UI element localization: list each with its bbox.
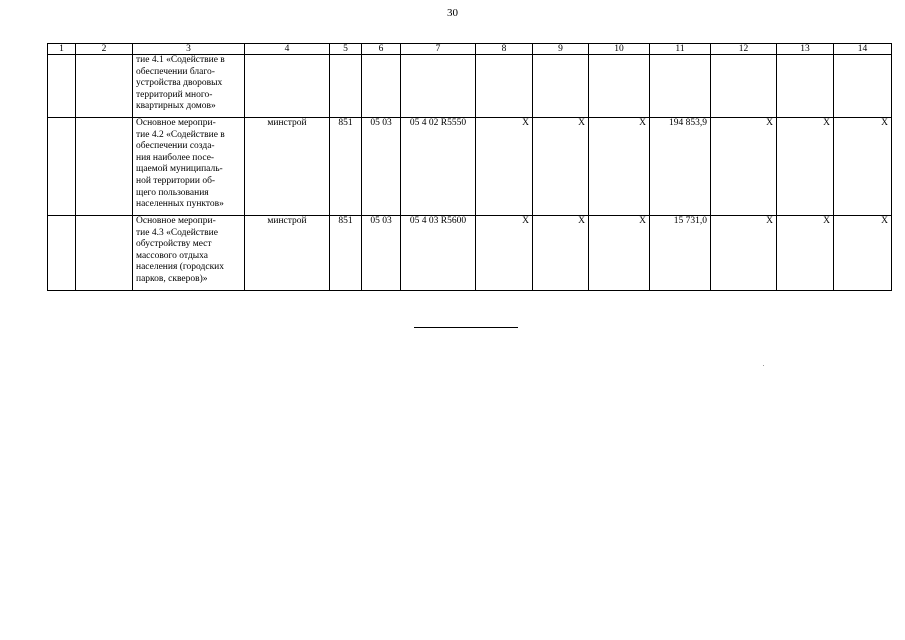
table-row	[48, 118, 892, 216]
description-line: щаемой муниципаль-	[136, 164, 223, 175]
description-line: массового отдыха	[136, 250, 209, 261]
code-cell: 05 03	[362, 118, 401, 216]
cell-col-2	[76, 216, 133, 291]
code-cell: 851	[330, 118, 362, 216]
code-cell: 05 03	[362, 216, 401, 291]
description-line: тие 4.2 «Содействие в	[136, 129, 225, 140]
value-cell: X	[834, 118, 892, 216]
header-cell: 10	[589, 44, 650, 55]
amount-cell: 15 731,0	[650, 216, 711, 291]
cell-col-1	[48, 55, 76, 118]
header-cell: 1	[48, 44, 76, 55]
description-line: тие 4.1 «Содействие в	[136, 55, 225, 65]
header-cell: 4	[245, 44, 330, 55]
code-cell: 851	[330, 216, 362, 291]
value-cell	[533, 55, 589, 118]
header-cell: 14	[834, 44, 892, 55]
value-cell: X	[711, 216, 777, 291]
description-line: обеспечении благо-	[136, 66, 215, 77]
executor-cell: минстрой	[245, 118, 330, 216]
value-cell	[711, 55, 777, 118]
header-cell: 2	[76, 44, 133, 55]
cell-col-1	[48, 118, 76, 216]
table-row	[48, 55, 892, 118]
cell-col-2	[76, 118, 133, 216]
value-cell: X	[777, 118, 834, 216]
value-cell: X	[533, 216, 589, 291]
description-cell	[133, 55, 245, 118]
value-cell	[834, 55, 892, 118]
description-line: щего пользования	[136, 187, 209, 198]
table-row	[48, 216, 892, 291]
scan-speck	[763, 365, 764, 366]
description-line: населения (городских	[136, 262, 225, 273]
value-cell: X	[834, 216, 892, 291]
header-cell: 6	[362, 44, 401, 55]
description-line: ния наиболее посе-	[136, 152, 215, 163]
value-cell: X	[711, 118, 777, 216]
code-cell	[330, 55, 362, 118]
code-cell: 05 4 02 R5550	[401, 118, 476, 216]
description-line: населенных пунктов»	[136, 199, 224, 210]
code-cell: 05 4 03 R5600	[401, 216, 476, 291]
value-cell	[589, 55, 650, 118]
value-cell: X	[777, 216, 834, 291]
executor-cell	[245, 55, 330, 118]
description-line: территорий много-	[136, 89, 213, 100]
header-cell: 7	[401, 44, 476, 55]
page-number: 30	[447, 7, 458, 19]
code-cell	[362, 55, 401, 118]
end-of-document-rule	[414, 327, 518, 328]
header-cell: 11	[650, 44, 711, 55]
description-line: квартирных домов»	[136, 101, 216, 112]
header-cell: 5	[330, 44, 362, 55]
header-cell: 8	[476, 44, 533, 55]
value-cell: X	[589, 216, 650, 291]
table-header-row	[48, 44, 892, 55]
description-line: парков, скверов)»	[136, 273, 208, 284]
cell-col-2	[76, 55, 133, 118]
code-cell	[401, 55, 476, 118]
description-cell	[133, 118, 245, 216]
description-line: обустройству мест	[136, 239, 212, 250]
header-cell: 12	[711, 44, 777, 55]
amount-cell: 194 853,9	[650, 118, 711, 216]
description-line: тие 4.3 «Содействие	[136, 227, 218, 238]
executor-cell: минстрой	[245, 216, 330, 291]
budget-table	[47, 43, 892, 291]
value-cell	[476, 55, 533, 118]
header-cell: 3	[133, 44, 245, 55]
value-cell: X	[533, 118, 589, 216]
description-cell	[133, 216, 245, 291]
description-line: ной территории об-	[136, 175, 216, 186]
amount-cell	[650, 55, 711, 118]
header-cell: 9	[533, 44, 589, 55]
header-cell: 13	[777, 44, 834, 55]
description-line: Основное меропри-	[136, 118, 216, 128]
description-line: Основное меропри-	[136, 216, 216, 226]
cell-col-1	[48, 216, 76, 291]
value-cell: X	[476, 118, 533, 216]
value-cell: X	[589, 118, 650, 216]
value-cell: X	[476, 216, 533, 291]
value-cell	[777, 55, 834, 118]
description-line: обеспечении созда-	[136, 141, 215, 152]
description-line: устройства дворовых	[136, 78, 223, 89]
